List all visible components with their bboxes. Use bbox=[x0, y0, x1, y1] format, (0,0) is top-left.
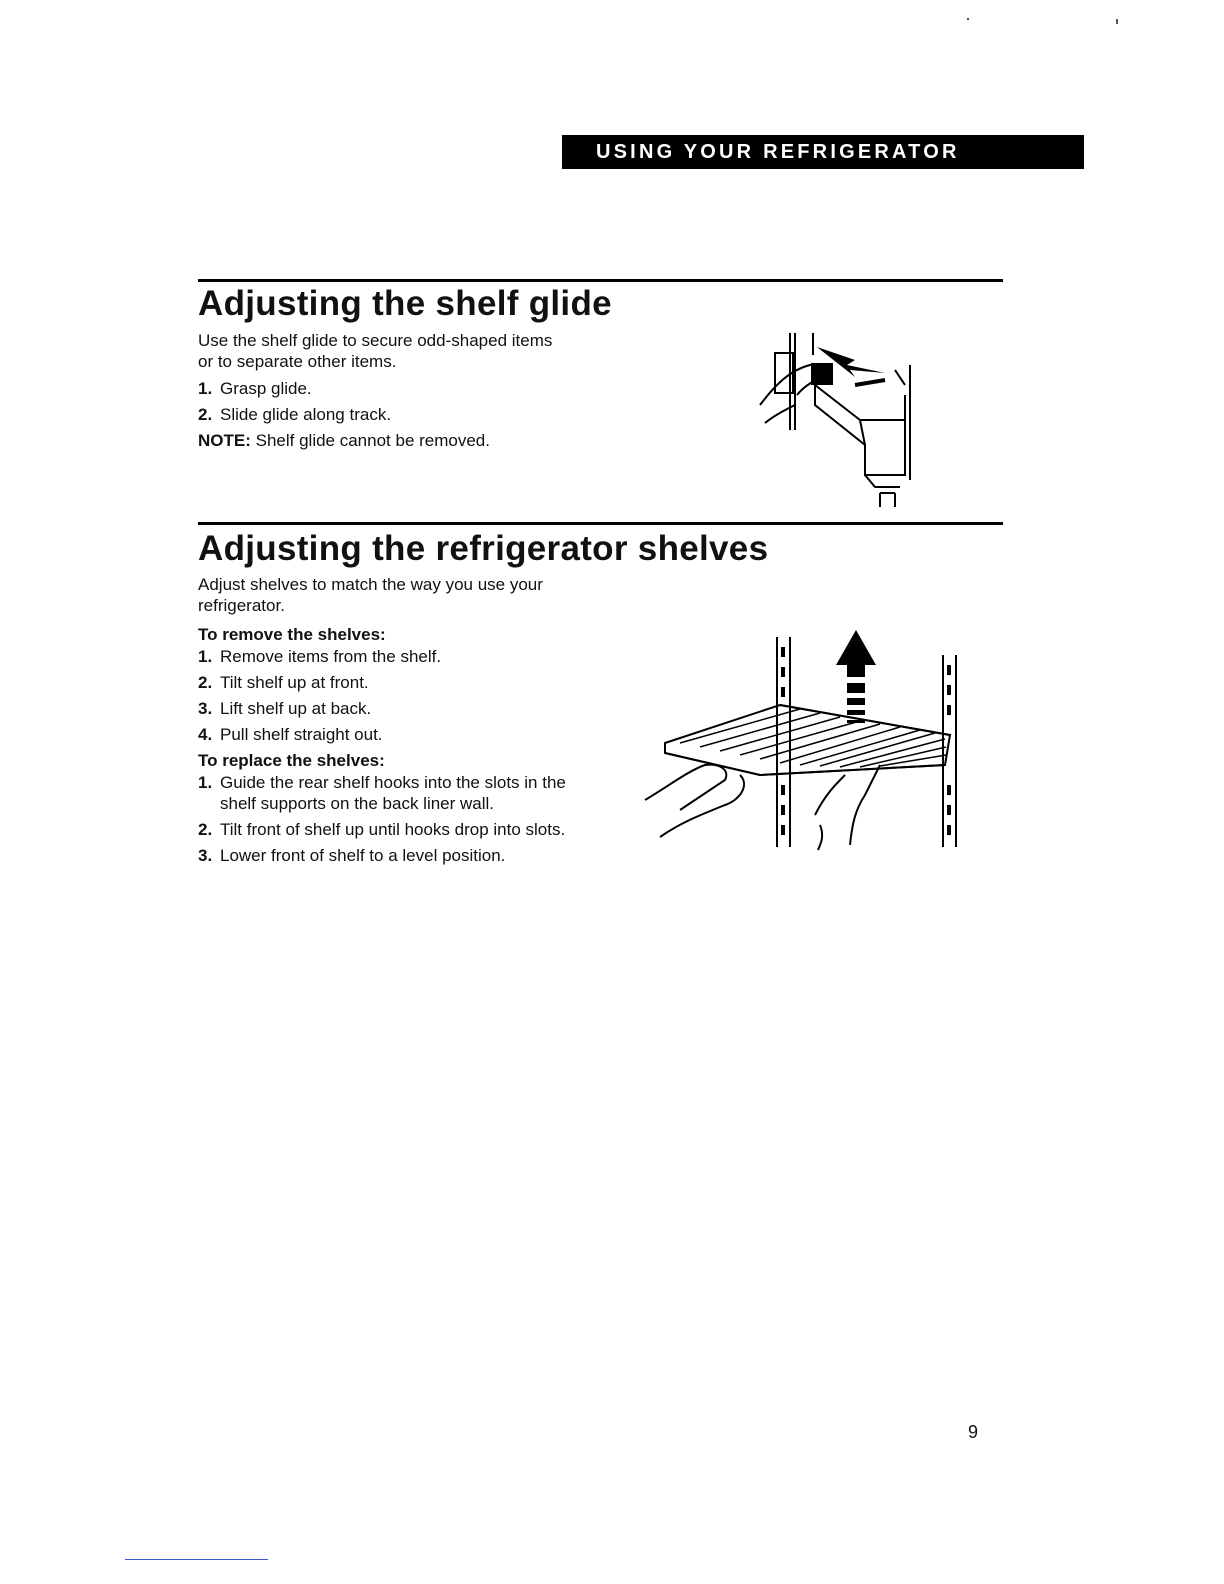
step-text: Lower front of shelf to a level position. bbox=[220, 846, 506, 865]
banner-text: USING YOUR REFRIGERATOR bbox=[596, 141, 960, 163]
shelves-intro: Adjust shelves to match the way you use your refrigerator. bbox=[198, 575, 543, 615]
shelves-text-block bbox=[198, 574, 578, 871]
page-number: 9 bbox=[968, 1422, 979, 1442]
list-item bbox=[198, 845, 578, 866]
list-item bbox=[198, 819, 578, 840]
step-number: 2. bbox=[198, 405, 213, 424]
footer-line bbox=[125, 1559, 268, 1560]
remove-steps bbox=[198, 646, 578, 745]
up-arrow-icon bbox=[836, 630, 876, 723]
step-number: 2. bbox=[198, 820, 213, 839]
glide-title: Adjusting the shelf glide bbox=[198, 284, 612, 323]
shelf-glide-illustration bbox=[755, 325, 925, 510]
step-number: 3. bbox=[198, 846, 213, 865]
list-item bbox=[198, 724, 578, 745]
list-item bbox=[198, 698, 578, 719]
glide-note bbox=[198, 430, 570, 451]
step-number: 3. bbox=[198, 699, 213, 718]
scan-speck bbox=[967, 18, 969, 20]
shelves-title: Adjusting the refrigerator shelves bbox=[198, 529, 769, 568]
step-text: Guide the rear shelf hooks into the slots in the shelf supports on the back liner wall. bbox=[220, 773, 566, 813]
list-item bbox=[198, 672, 578, 693]
step-number: 1. bbox=[198, 773, 213, 792]
step-text: Tilt shelf up at front. bbox=[220, 673, 369, 692]
list-item bbox=[198, 378, 570, 399]
section-banner bbox=[562, 135, 1084, 169]
step-text: Slide glide along track. bbox=[220, 405, 392, 424]
step-text: Pull shelf straight out. bbox=[220, 725, 383, 744]
refrigerator-shelf-illustration bbox=[640, 625, 985, 855]
list-item bbox=[198, 404, 570, 425]
note-text: Shelf glide cannot be removed. bbox=[250, 431, 490, 450]
replace-heading: To replace the shelves: bbox=[198, 751, 385, 770]
glide-steps bbox=[198, 378, 570, 425]
scan-speck bbox=[1116, 19, 1118, 24]
step-text: Lift shelf up at back. bbox=[220, 699, 372, 718]
section-rule bbox=[198, 279, 1003, 282]
step-text: Remove items from the shelf. bbox=[220, 647, 442, 666]
note-label: NOTE: bbox=[198, 431, 251, 450]
step-number: 1. bbox=[198, 379, 213, 398]
step-number: 2. bbox=[198, 673, 213, 692]
step-text: Tilt front of shelf up until hooks drop into slots. bbox=[220, 820, 566, 839]
banner-mark bbox=[562, 135, 571, 169]
glide-intro: Use the shelf glide to secure odd-shaped items or to separate other items. bbox=[198, 331, 553, 371]
remove-heading: To remove the shelves: bbox=[198, 625, 386, 644]
glide-text-block bbox=[198, 330, 570, 451]
list-item bbox=[198, 772, 578, 814]
step-text: Grasp glide. bbox=[220, 379, 312, 398]
list-item bbox=[198, 646, 578, 667]
section-rule bbox=[198, 522, 1003, 525]
step-number: 4. bbox=[198, 725, 213, 744]
step-number: 1. bbox=[198, 647, 213, 666]
replace-steps bbox=[198, 772, 578, 866]
